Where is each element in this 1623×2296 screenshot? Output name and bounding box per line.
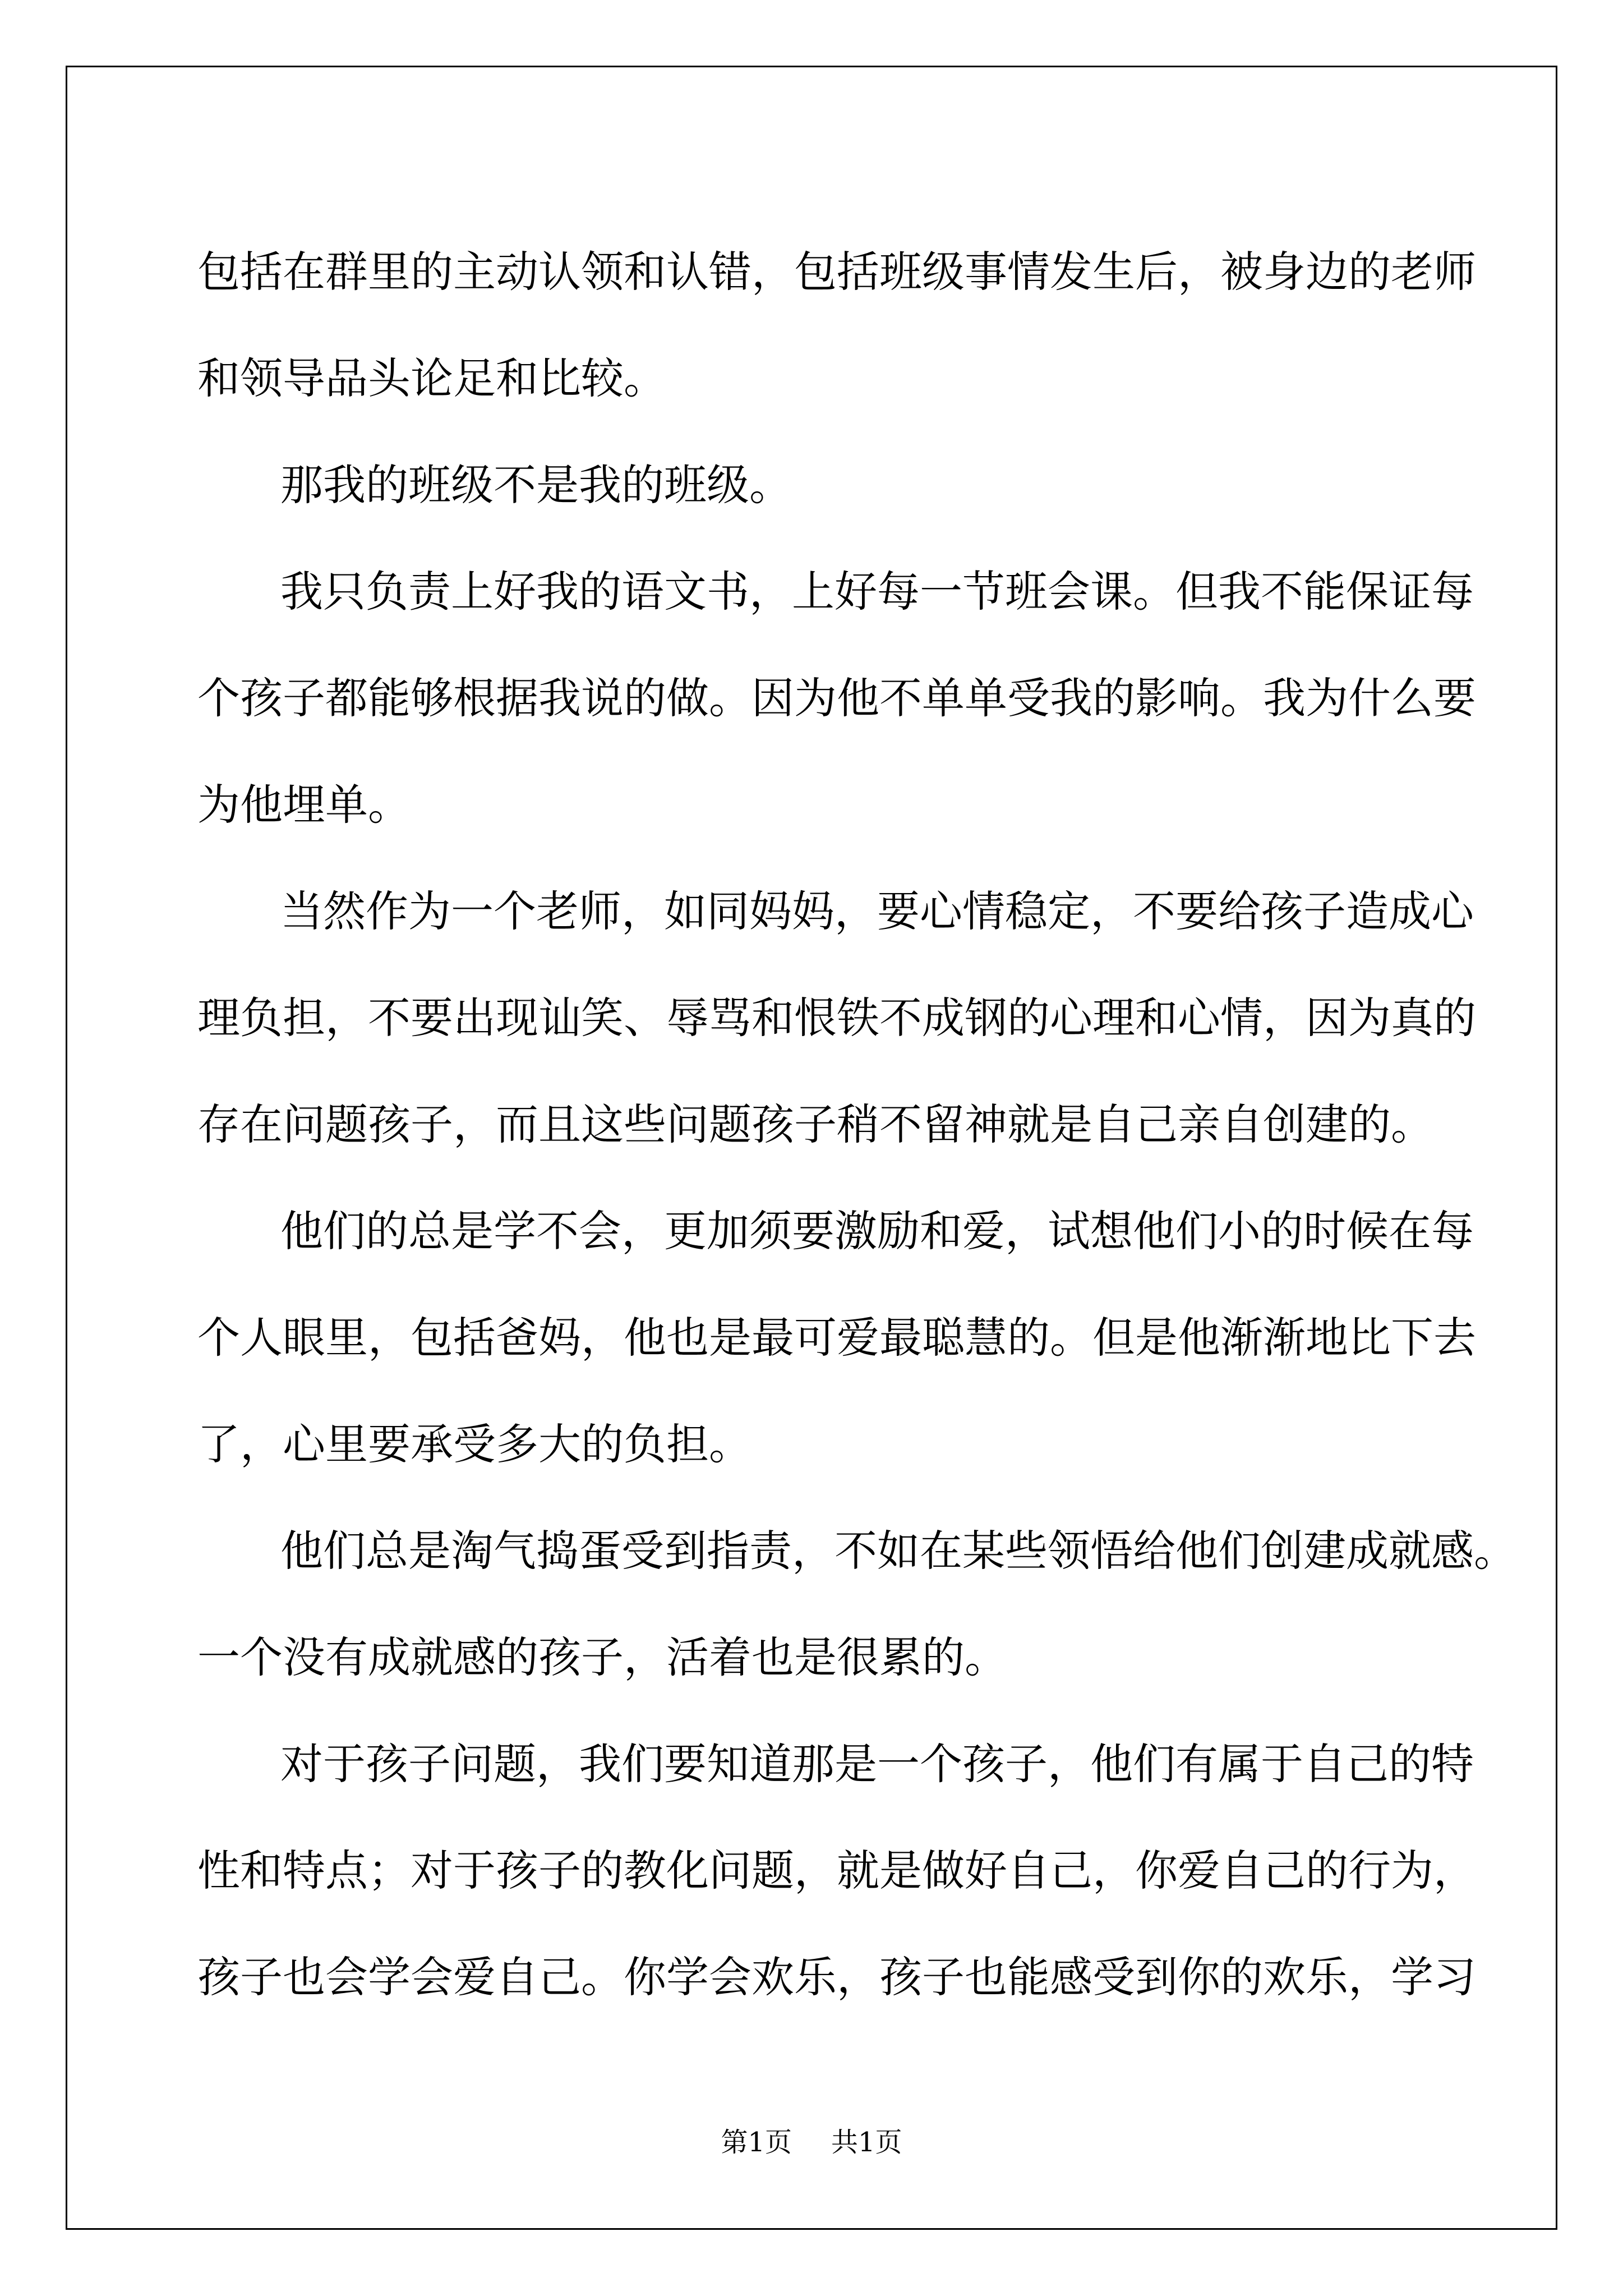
text-line: 对于孩子问题，我们要知道那是一个孩子，他们有属于自己的特 — [280, 1739, 1474, 1789]
text-line: 和领导品头论足和比较。 — [197, 353, 666, 403]
text-line: 理负担，不要出现讪笑、辱骂和恨铁不成钢的心理和心情，因为真的 — [197, 993, 1476, 1043]
text-line: 孩子也会学会爱自己。你学会欢乐，孩子也能感受到你的欢乐，学习 — [197, 1952, 1476, 2002]
page-footer — [0, 2120, 1623, 2159]
text-line: 为他埋单。 — [197, 780, 411, 830]
text-line: 存在问题孩子，而且这些问题孩子稍不留神就是自己亲自创建的。 — [197, 1099, 1433, 1149]
text-line: 一个没有成就感的孩子，活着也是很累的。 — [197, 1632, 1007, 1682]
text-line: 包括在群里的主动认领和认错，包括班级事情发生后，被身边的老师 — [197, 247, 1476, 297]
text-line: 个人眼里，包括爸妈，他也是最可爱最聪慧的。但是他渐渐地比下去 — [197, 1313, 1476, 1363]
text-line: 当然作为一个老师，如同妈妈，要心情稳定，不要给孩子造成心 — [280, 886, 1474, 936]
text-line: 那我的班级不是我的班级。 — [280, 460, 792, 510]
text-line: 他们总是淘气捣蛋受到指责，不如在某些领悟给他们创建成就感。 — [280, 1526, 1516, 1576]
page-total: 共1页 — [831, 2127, 902, 2158]
text-line: 性和特点；对于孩子的教化问题，就是做好自己，你爱自己的行为， — [197, 1846, 1476, 1895]
document-body — [197, 219, 1516, 2031]
text-line: 了，心里要承受多大的负担。 — [197, 1419, 751, 1469]
page-number: 第1页 — [721, 2127, 792, 2158]
text-line: 我只负责上好我的语文书，上好每一节班会课。但我不能保证每 — [280, 567, 1474, 616]
text-line: 个孩子都能够根据我说的做。因为他不单单受我的影响。我为什么要 — [197, 673, 1476, 723]
text-line: 他们的总是学不会，更加须要激励和爱，试想他们小的时候在每 — [280, 1206, 1474, 1256]
